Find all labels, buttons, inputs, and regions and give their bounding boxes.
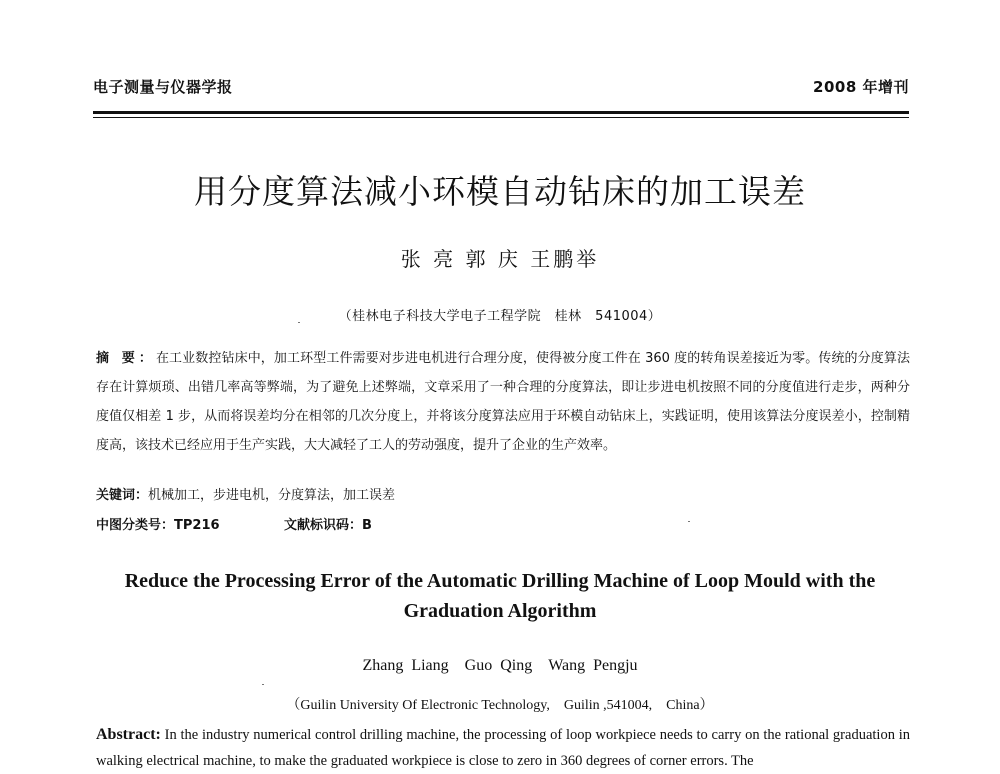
- keywords-text: 机械加工，步进电机，分度算法，加工误差: [148, 488, 396, 503]
- header-rule-thin: [93, 117, 909, 118]
- affiliation-chinese: （桂林电子科技大学电子工程学院 桂林 541004）: [338, 309, 662, 324]
- abstract-chinese: [96, 344, 910, 460]
- scan-speck: [298, 322, 300, 323]
- abstract-english-label: Abstract:: [96, 726, 161, 743]
- affiliation-english: （Guilin University Of Electronic Technology, Guilin ,541004, China）: [286, 698, 714, 713]
- abstract-english-text: In the industry numerical control drilling machine, the processing of loop workpiece needs to carry on the rational graduation in walking electrical machine, to make the graduated workpiece is close to zero in 360 degrees of corner errors. The: [96, 727, 910, 769]
- document-code: 文献标识码：B: [284, 518, 372, 533]
- issue-label: 2008 年增刊: [813, 78, 909, 96]
- authors-english: Zhang Liang Guo Qing Wang Pengju: [362, 657, 638, 674]
- scan-speck: [262, 684, 264, 685]
- title-chinese: 用分度算法减小环模自动钻床的加工误差: [194, 172, 806, 211]
- journal-name: 电子测量与仪器学报: [93, 78, 233, 96]
- running-header: [93, 70, 909, 106]
- abstract-chinese-label: 摘 要：: [96, 351, 156, 366]
- header-rule-thick: [93, 111, 909, 114]
- clc-number: 中图分类号：TP216: [96, 518, 220, 533]
- abstract-chinese-text: 在工业数控钻床中，加工环型工件需要对步进电机进行合理分度，使得被分度工件在 360 度的转角误差接近为零。传统的分度算法存在计算烦琐、出错几率高等弊端，为了避免上述弊端，文章采用了一种合理的分度算法，即让步进电机按照不同的分度值进行走步，两种分度值仅相差 1 步，从而将误差均分在相邻的几次分度上，并将该分度算法应用于环模自动钻床上，实践证明，使用该算法分度误差小，控制精度高，该技术已经应用于生产实践，大大减轻了工人的劳动强度，提升了企业的生产效率。: [96, 351, 910, 453]
- keywords-chinese: [96, 484, 910, 503]
- title-english: Reduce the Processing Error of the Automatic Drilling Machine of Loop Mould with the Graduation Algorithm: [124, 570, 876, 622]
- abstract-english: [96, 722, 910, 774]
- scan-speck: [688, 521, 690, 522]
- authors-chinese: 张 亮 郭 庆 王鹏举: [400, 247, 600, 271]
- classification-line: [96, 514, 910, 533]
- keywords-label: 关键词：: [96, 488, 149, 503]
